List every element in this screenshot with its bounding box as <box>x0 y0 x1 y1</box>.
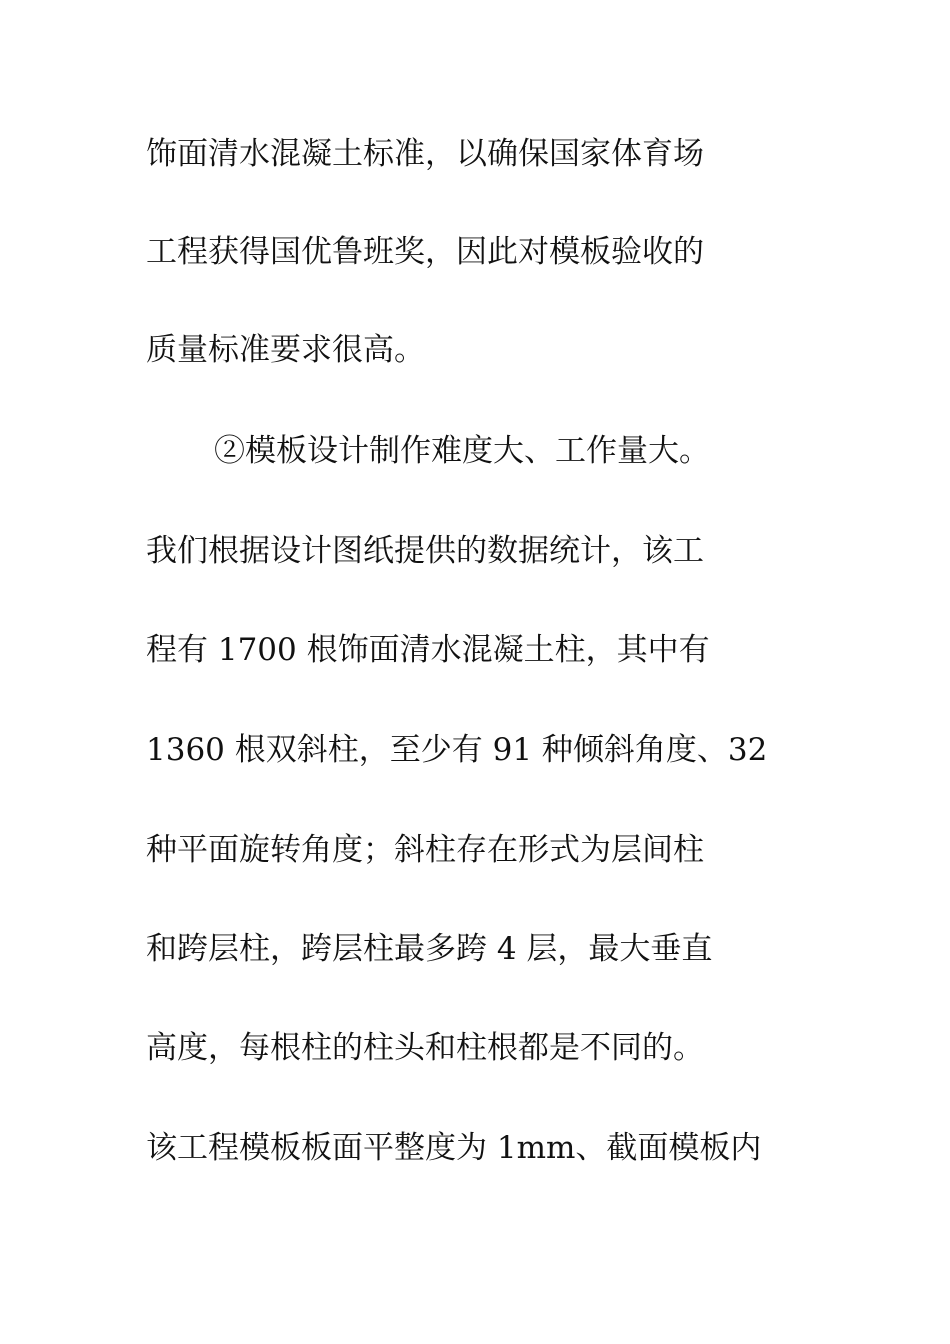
text-line-7: 1360 根双斜柱，至少有 91 种倾斜角度、32 <box>146 732 768 768</box>
text-line-6: 程有 1700 根饰面清水混凝土柱，其中有 <box>146 632 710 668</box>
text-line-10: 高度，每根柱的柱头和柱根都是不同的。 <box>146 1030 704 1066</box>
text-line-11: 该工程模板板面平整度为 1mm、截面模板内 <box>146 1130 762 1166</box>
text-line-8: 种平面旋转角度；斜柱存在形式为层间柱 <box>146 832 704 868</box>
text-line-4-indented: ②模板设计制作难度大、工作量大。 <box>214 433 710 469</box>
text-line-5: 我们根据设计图纸提供的数据统计，该工 <box>146 533 704 569</box>
text-line-1: 饰面清水混凝土标准，以确保国家体育场 <box>146 136 704 172</box>
text-line-9: 和跨层柱，跨层柱最多跨 4 层，最大垂直 <box>146 931 713 967</box>
text-line-3: 质量标准要求很高。 <box>146 332 425 368</box>
text-line-2: 工程获得国优鲁班奖，因此对模板验收的 <box>146 234 704 270</box>
